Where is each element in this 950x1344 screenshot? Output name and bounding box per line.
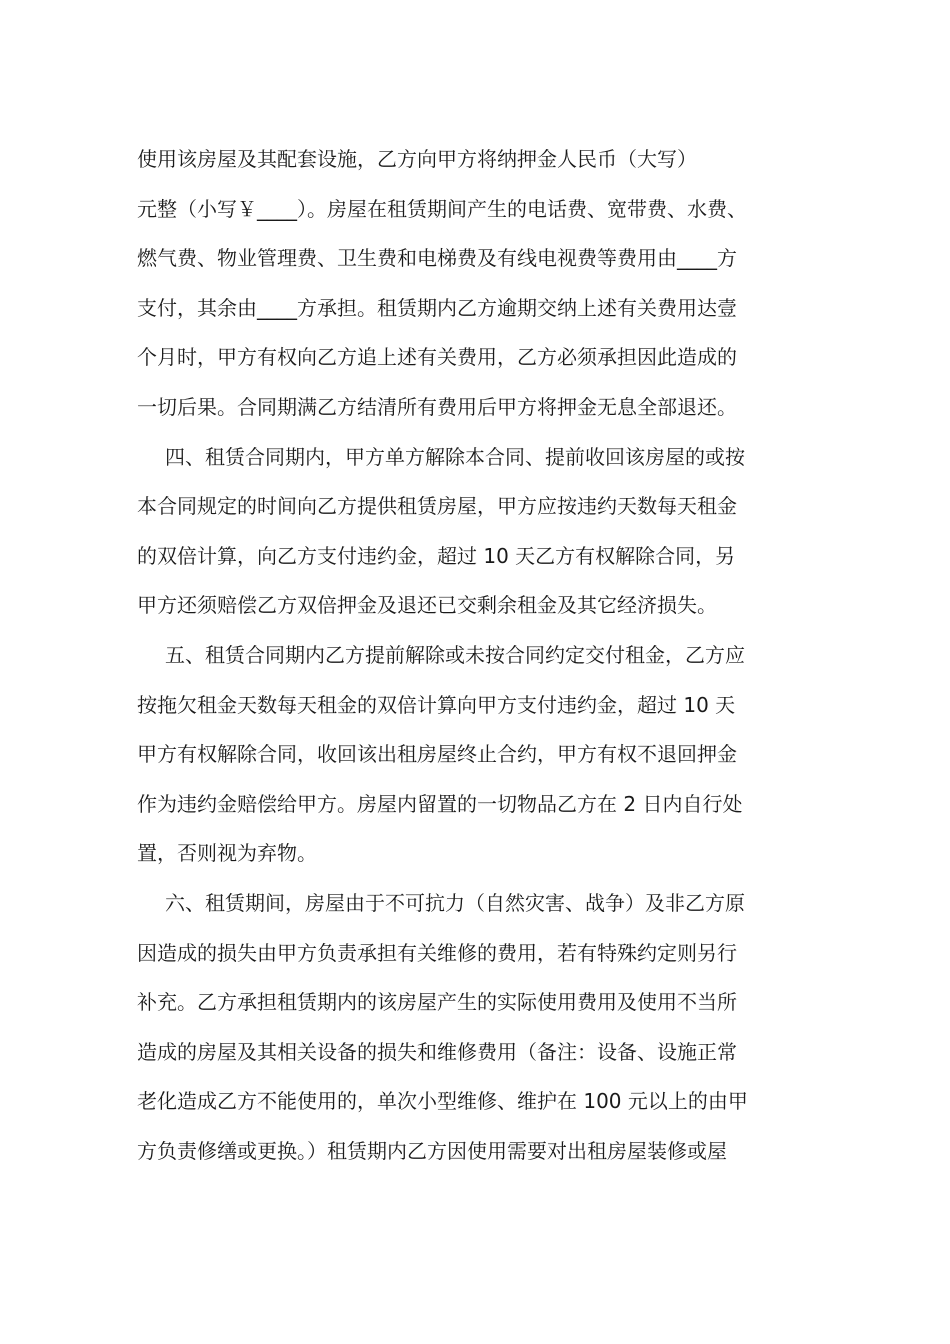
text-line: 燃气费、物业管理费、卫生费和电梯费及有线电视费等费用由____方 (137, 246, 737, 271)
text-line: 甲方还须赔偿乙方双倍押金及退还已交剩余租金及其它经济损失。 (137, 593, 717, 618)
text-line: 使用该房屋及其配套设施，乙方向甲方将纳押金人民币（大写） (137, 147, 697, 171)
text-line: 因造成的损失由甲方负责承担有关维修的费用，若有特殊约定则另行 (137, 940, 737, 965)
text-line: 一切后果。合同期满乙方结清所有费用后甲方将押金无息全部退还。 (137, 394, 737, 419)
text-line: 置，否则视为弃物。 (137, 841, 317, 866)
text-line: 本合同规定的时间向乙方提供租赁房屋，甲方应按违约天数每天租金 (137, 494, 737, 519)
text-line: 补充。乙方承担租赁期内的该房屋产生的实际使用费用及使用不当所 (137, 990, 737, 1015)
text-line: 的双倍计算，向乙方支付违约金，超过 10 天乙方有权解除合同，另 (137, 543, 736, 568)
document-body (137, 135, 817, 1176)
text-line: 老化造成乙方不能使用的，单次小型维修、维护在 100 元以上的由甲 (137, 1089, 748, 1114)
text-line: 按拖欠租金天数每天租金的双倍计算向甲方支付违约金，超过 10 天 (137, 692, 736, 717)
text-line: 甲方有权解除合同，收回该出租房屋终止合约，甲方有权不退回押金 (137, 742, 737, 767)
clause-4-first-line: 四、租赁合同期内，甲方单方解除本合同、提前收回该房屋的或按 (165, 444, 745, 469)
text-line: 个月时，甲方有权向乙方追上述有关费用，乙方必须承担因此造成的 (137, 345, 737, 370)
text-line: 支付，其余由____方承担。租赁期内乙方逾期交纳上述有关费用达壹 (137, 295, 737, 320)
clause-6-first-line: 六、租赁期间，房屋由于不可抗力（自然灾害、战争）及非乙方原 (165, 890, 745, 915)
text-line: 元整（小写￥____）。房屋在租赁期间产生的电话费、宽带费、水费、 (137, 196, 747, 221)
clause-5-first-line: 五、租赁合同期内乙方提前解除或未按合同约定交付租金，乙方应 (165, 642, 745, 667)
text-line: 作为违约金赔偿给甲方。房屋内留置的一切物品乙方在 2 日内自行处 (137, 791, 743, 816)
text-line: 造成的房屋及其相关设备的损失和维修费用（备注：设备、设施正常 (137, 1039, 737, 1064)
text-line: 方负责修缮或更换。）租赁期内乙方因使用需要对出租房屋装修或屋 (137, 1138, 727, 1163)
